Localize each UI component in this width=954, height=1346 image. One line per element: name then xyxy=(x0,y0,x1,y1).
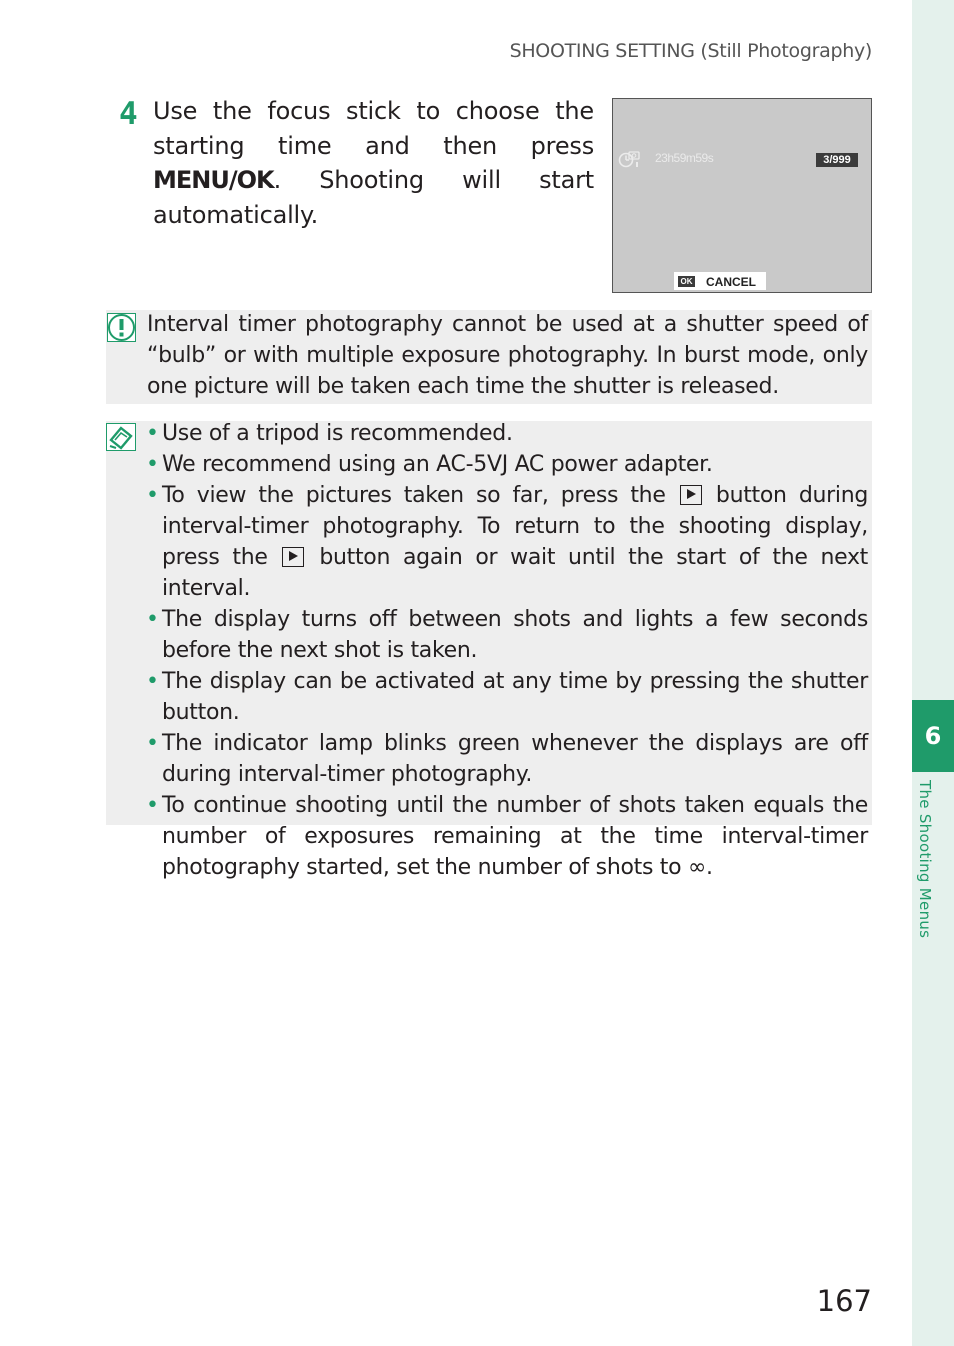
step-number: 4 xyxy=(119,96,138,132)
list-item: • To continue shooting until the number of shots taken equals the number of exposures remaining at the time interval-timer photography started, set the number of shots to ∞. xyxy=(146,790,868,883)
caution-icon xyxy=(107,313,136,342)
caution-text: Interval timer photography cannot be used at a shutter speed of “bulb” or with multiple exposure photography. In burst mode, only one picture will be taken each time the shutter is released. xyxy=(147,312,868,399)
note-list xyxy=(146,418,868,883)
list-item: • Use of a tripod is recommended. xyxy=(146,418,868,449)
playback-text-3: button again or wait until the start of the next interval. xyxy=(162,545,868,601)
ok-button-icon: OK xyxy=(678,276,695,287)
chapter-number: 6 xyxy=(924,722,942,750)
countdown-readout: 23h59m59s xyxy=(655,151,714,165)
note-icon xyxy=(106,423,136,451)
menu-ok-button-label: MENU/OK xyxy=(153,166,274,194)
playback-text-2: button during interval-timer photography. To return to the shooting display, press the xyxy=(162,483,869,570)
playback-text-1: To view the pictures taken so far, press the xyxy=(162,483,678,508)
side-strip xyxy=(912,0,954,1346)
chapter-tab[interactable] xyxy=(912,700,954,772)
cancel-label: CANCEL xyxy=(706,275,756,289)
chapter-title: The Shooting Menus xyxy=(916,780,934,939)
playback-button-icon xyxy=(282,547,304,567)
step-instruction xyxy=(153,94,594,232)
playback-button-icon xyxy=(680,485,702,505)
list-item: • We recommend using an AC-5VJ AC power adapter. xyxy=(146,449,868,480)
section-header: SHOOTING SETTING (Still Photography) xyxy=(509,40,872,62)
list-item: • The indicator lamp blinks green whenever the displays are off during interval-timer photography. xyxy=(146,728,868,790)
shot-counter: 3/999 xyxy=(816,153,858,167)
camera-display-screenshot xyxy=(612,98,872,293)
step-text-start: Use the focus stick to choose the starting time and then press xyxy=(153,97,594,160)
page-number: 167 xyxy=(816,1284,872,1318)
self-timer-icon xyxy=(618,150,640,168)
step-text-end: . Shooting will start automatically. xyxy=(153,166,594,229)
list-item xyxy=(146,480,868,604)
list-item: • The display turns off between shots and lights a few seconds before the next shot is taken. xyxy=(146,604,868,666)
list-item: • The display can be activated at any time by pressing the shutter button. xyxy=(146,666,868,728)
